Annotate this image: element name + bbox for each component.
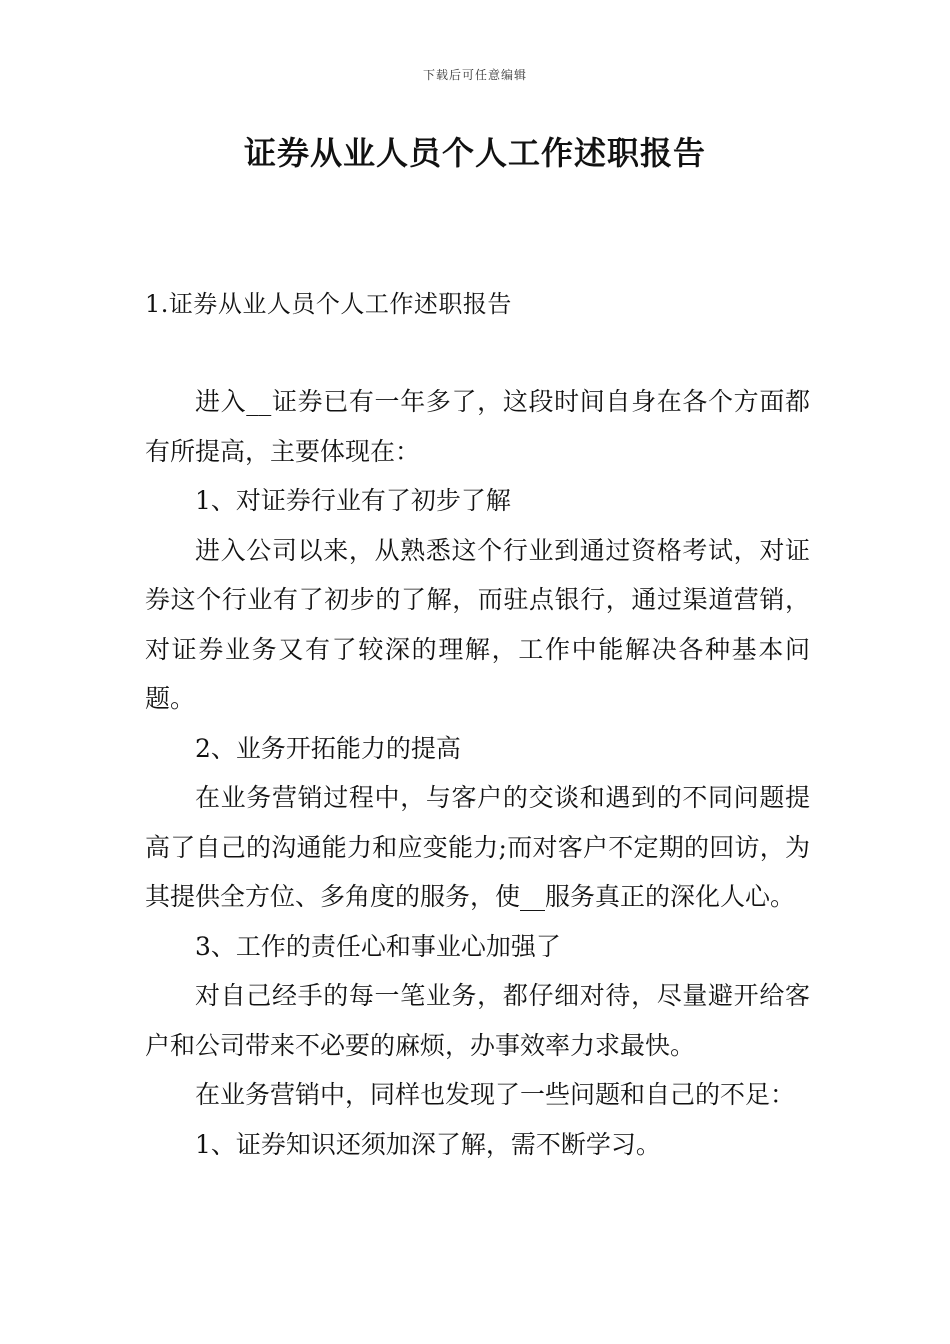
header-note: 下载后可任意编辑 (422, 68, 527, 82)
shortcoming-item-1: 1、证券知识还须加深了解，需不断学习。 (195, 1129, 661, 1159)
subheading-point-2: 2、业务开拓能力的提高 (195, 733, 461, 763)
paragraph-shortcomings-intro: 在业务营销中，同样也发现了一些问题和自己的不足： (195, 1080, 796, 1109)
document-body (145, 377, 810, 1169)
document-title: 证券从业人员个人工作述职报告 (243, 134, 706, 172)
paragraph-point-2: 在业务营销过程中，与客户的交谈和遇到的不同问题提高了自己的沟通能力和应变能力;而对客户不定期的回访，为其提供全方位、多角度的服务，使__服务真正的深化人心。 (145, 783, 810, 911)
paragraph-intro: 进入__证券已有一年多了，这段时间自身在各个方面都有所提高，主要体现在： (145, 387, 810, 466)
section-heading: 1.证券从业人员个人工作述职报告 (145, 290, 512, 318)
paragraph-point-1: 进入公司以来，从熟悉这个行业到通过资格考试，对证券这个行业有了初步的了解，而驻点银行，通过渠道营销，对证券业务又有了较深的理解，工作中能解决各种基本问题。 (145, 535, 810, 713)
paragraph-point-3: 对自己经手的每一笔业务，都仔细对待，尽量避开给客户和公司带来不必要的麻烦，办事效率力求最快。 (145, 981, 810, 1060)
subheading-point-3: 3、工作的责任心和事业心加强了 (195, 931, 561, 961)
subheading-point-1: 1、对证券行业有了初步了解 (195, 486, 511, 515)
